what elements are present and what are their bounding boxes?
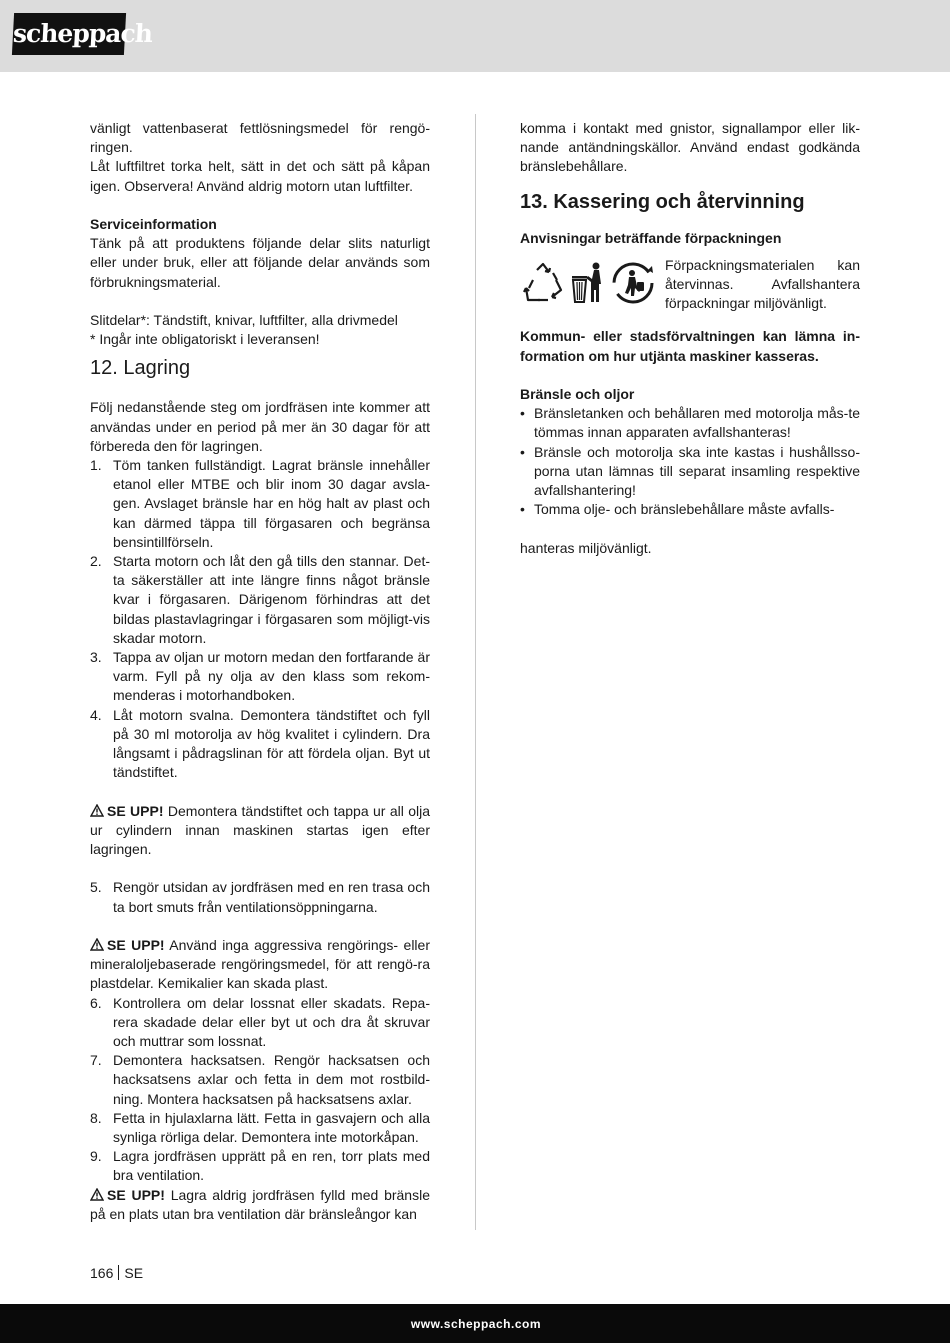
- right-column: [520, 119, 860, 558]
- paragraph: Låt luftfiltret torka helt, sätt in det och sätt på kåpan igen. Observera! Använd aldrig motorn utan luftfilter.: [90, 158, 430, 194]
- warning-icon: [90, 1187, 104, 1200]
- packaging-heading: Anvisningar beträffande förpackningen: [520, 229, 782, 246]
- warning-text: Använd inga aggressiva rengörings- eller mineraloljebaserade rengöringsmedel, för att rengö-ra plastdelar. Kemikalier kan skada plast.: [90, 937, 430, 992]
- bullet-item: [520, 404, 860, 442]
- list-text: Lagra jordfräsen upprätt på en ren, torr plats med bra ventilation.: [113, 1148, 430, 1184]
- packaging-text: Förpackningsmaterialen kan återvinnas. Avfallshantera förpackningar miljövänligt.: [665, 256, 860, 312]
- list-item: [90, 1147, 430, 1185]
- packaging-info: [520, 256, 860, 314]
- header-bar: [0, 0, 950, 72]
- list-number: 9.: [90, 1148, 102, 1165]
- list-text: Demontera hacksatsen. Rengör hacksatsen och hacksatsens axlar och fetta in dem mot rostbild-ning. Montera hacksatsen på hacksatsens axlar.: [113, 1052, 430, 1107]
- bullet-dot: •: [520, 443, 525, 460]
- separator: [118, 1265, 119, 1280]
- warning-3: [90, 1186, 430, 1224]
- list-item: [90, 1051, 430, 1109]
- service-heading: Serviceinformation: [90, 216, 217, 232]
- warning-icon: [90, 803, 104, 816]
- list-item: [90, 878, 430, 916]
- list-number: 6.: [90, 994, 102, 1011]
- recycling-icons: [520, 256, 665, 314]
- warning-text: Lagra aldrig jordfräsen fylld med bränsle på en plats utan bra ventilation där bränsleångor kan: [90, 1186, 430, 1222]
- list-text: Töm tanken fullständigt. Lagrat bränsle innehåller etanol eller MTBE och blir inom 30 dagar avsla-gen. Avslaget bränsle har en hög halt av plast och kan därmed täppa till förgasaren och begränsa bensintillförseln.: [113, 457, 430, 550]
- list-item: [90, 456, 430, 552]
- list-text: Kontrollera om delar lossnat eller skadats. Repa-rera skadade delar eller byt ut och dra åt skruvar och muttrar som lossnat.: [113, 994, 430, 1050]
- section-title-disposal: 13. Kassering och återvinning: [520, 190, 805, 213]
- bullet-continuation: hanteras miljövänligt.: [520, 539, 652, 556]
- paragraph: vänligt vattenbaserat fettlösningsmedel för rengö-ringen.: [90, 120, 430, 156]
- bullet-text: Bränsletanken och behållaren med motorolja mås-te tömmas innan apparaten avfallshanteras!: [534, 405, 860, 441]
- recycle-icon: [520, 260, 566, 314]
- wear-parts: Slitdelar*: Tändstift, knivar, luftfilter, alla drivmedel: [90, 312, 398, 328]
- recycling-figure-icon: [610, 260, 656, 314]
- warning-label: SE UPP!: [107, 802, 164, 819]
- list-item: [90, 552, 430, 648]
- storage-steps: [90, 878, 430, 916]
- column-divider: [475, 114, 476, 1230]
- list-number: 3.: [90, 649, 102, 666]
- service-text: Tänk på att produktens följande delar slits naturligt eller under bruk, eller att följande delar används som förbrukningsmaterial.: [90, 235, 430, 290]
- scheppach-logo: scheppach: [12, 13, 126, 55]
- list-text: Starta motorn och låt den gå tills den stannar. Det-ta säkerställer att inte längre finns något bränsle kvar i förgasaren. Därigenom förhindras att det bildas plastavlagringar i förgasaren som möjligt-vis skadar motorn.: [113, 553, 430, 646]
- list-number: 7.: [90, 1052, 102, 1069]
- list-text: Rengör utsidan av jordfräsen med en ren trasa och ta bort smuts från ventilationsöppningarna.: [113, 879, 430, 915]
- list-text: Fetta in hjulaxlarna lätt. Fetta in gasvajern och alla synliga rörliga delar. Demontera inte motorkåpan.: [113, 1109, 430, 1146]
- left-column: [90, 119, 430, 1224]
- storage-steps: [90, 994, 430, 1186]
- list-text: Tappa av oljan ur motorn medan den fortfarande är varm. Fyll på ny olja av den klass som rekom-menderas i motorhandboken.: [113, 649, 430, 704]
- warning-icon: [90, 937, 104, 950]
- page-number-value: 166: [90, 1265, 114, 1281]
- warning-2: [90, 936, 430, 994]
- list-item: [90, 648, 430, 706]
- paragraph: komma i kontakt med gnistor, signallampor eller lik-nande antändningskällor. Använd endast godkända bränslebehållare.: [520, 120, 860, 175]
- warning-1: [90, 802, 430, 860]
- website-link[interactable]: www.scheppach.com: [410, 1317, 541, 1331]
- language-code: SE: [124, 1265, 144, 1281]
- list-number: 8.: [90, 1109, 102, 1126]
- section-title-storage: 12. Lagring: [90, 357, 191, 380]
- list-text: Låt motorn svalna. Demontera tändstiftet och fyll på 30 ml motorolja av hög kvalitet i cylindern. Dra långsamt i pådragslinan för att fördela oljan. Byt ut tändstiftet.: [113, 706, 430, 781]
- bullet-text: Bränsle och motorolja ska inte kastas i hushållsso-porna utan lämnas till separat insamling respektive avfallshantering!: [534, 443, 860, 499]
- list-number: 4.: [90, 706, 102, 723]
- list-number: 1.: [90, 457, 102, 474]
- footer-bar: [0, 1304, 950, 1343]
- intro-paragraph: Följ nedanstående steg om jordfräsen inte kommer att användas under en period på mer än 30 dagar för att förbereda den för lagringen.: [90, 399, 430, 454]
- list-item: [90, 706, 430, 783]
- municipal-text: Kommun- eller stadsförvaltningen kan lämna in-formation om hur utjänta maskiner kasseras.: [520, 328, 860, 364]
- bullet-dot: •: [520, 501, 525, 518]
- list-item: [90, 1109, 430, 1147]
- list-number: 5.: [90, 879, 102, 896]
- fuel-bullets: [520, 404, 860, 519]
- list-item: [90, 994, 430, 1052]
- bullet-text: Tomma olje- och bränslebehållare måste avfalls-: [534, 501, 835, 518]
- list-number: 2.: [90, 553, 102, 570]
- trash-bin-icon: [570, 260, 606, 314]
- bullet-item: [520, 500, 860, 519]
- bullet-item: [520, 443, 860, 501]
- warning-text: Demontera tändstiftet och tappa ur all olja ur cylindern innan maskinen startas igen efter lagringen.: [90, 802, 431, 858]
- warning-label: SE UPP!: [107, 1186, 165, 1203]
- storage-steps: [90, 456, 430, 782]
- wear-note: * Ingår inte obligatoriskt i leveransen!: [90, 331, 320, 348]
- warning-label: SE UPP!: [107, 937, 165, 954]
- page-number: [90, 1264, 143, 1283]
- fuel-heading: Bränsle och oljor: [520, 386, 635, 403]
- bullet-dot: •: [520, 405, 525, 422]
